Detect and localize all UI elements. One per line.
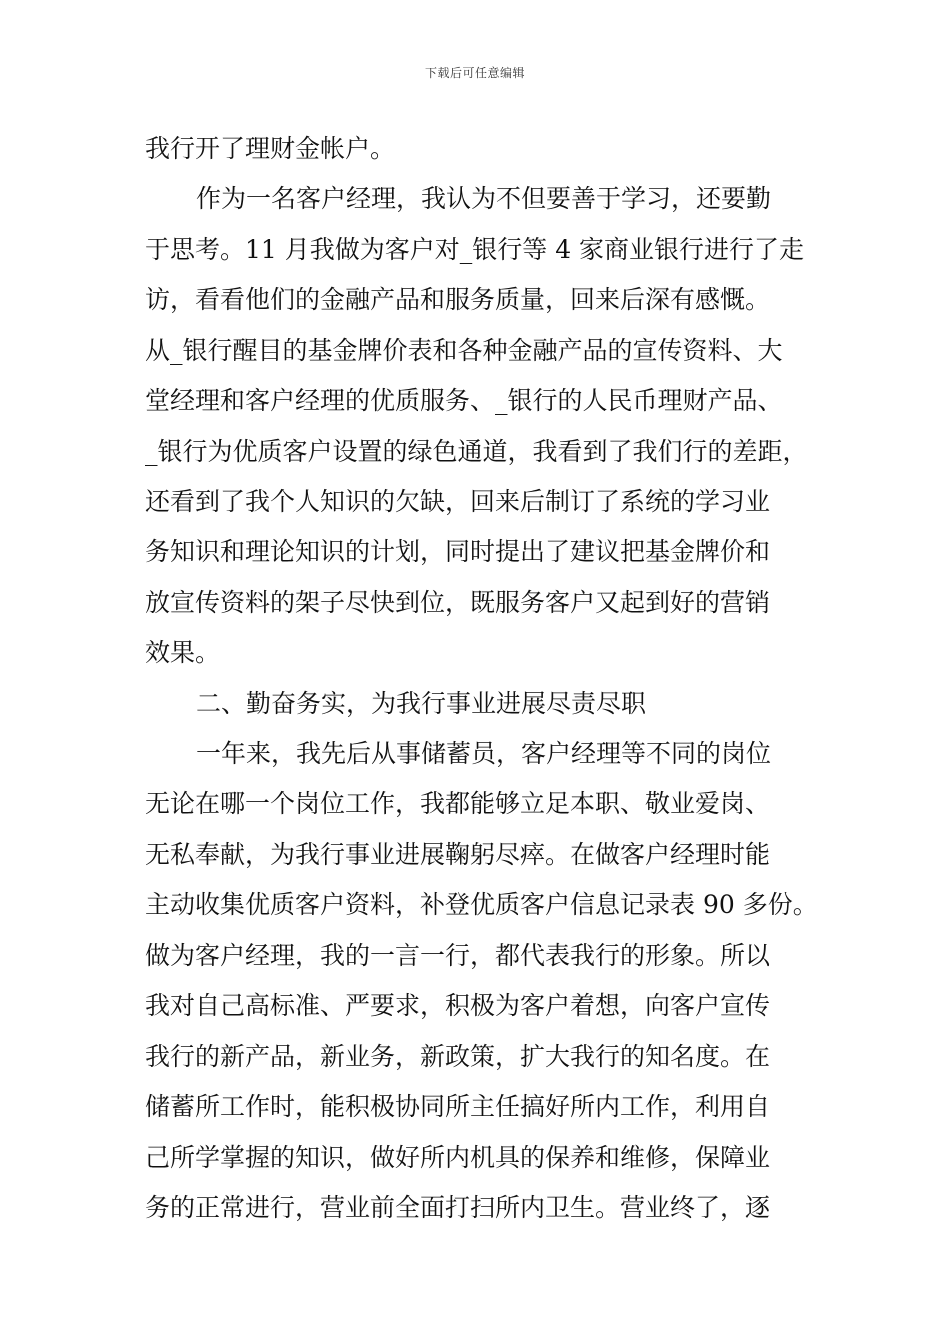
text-line: 一年来，我先后从事储蓄员，客户经理等不同的岗位 [196, 739, 772, 768]
text-line: 我对自己高标准、严要求，积极为客户着想，向客户宣传 [145, 991, 771, 1020]
text-line: _银行为优质客户设置的绿色通道，我看到了我们行的差距， [145, 437, 808, 466]
text-line: 访，看看他们的金融产品和服务质量，回来后深有感慨。 [145, 285, 771, 314]
text-line: 己所学掌握的知识，做好所内机具的保养和维修，保障业 [145, 1143, 771, 1172]
section-heading: 二、勤奋务实，为我行事业进展尽责尽职 [196, 689, 647, 718]
text-line: 我行开了理财金帐户。 [145, 134, 396, 163]
text-line: 储蓄所工作时，能积极协同所主任搞好所内工作，利用自 [145, 1092, 771, 1121]
text-line: 无论在哪一个岗位工作，我都能够立足本职、敬业爱岗、 [145, 789, 771, 818]
page-header: 下载后可任意编辑 [424, 66, 525, 80]
text-line: 作为一名客户经理，我认为不但要善于学习，还要勤 [196, 184, 772, 213]
text-line: 于思考。11 月我做为客户对_银行等 4 家商业银行进行了走 [145, 235, 805, 264]
text-line: 放宣传资料的架子尽快到位，既服务客户又起到好的营销 [145, 588, 771, 617]
text-line: 务知识和理论知识的计划，同时提出了建议把基金牌价和 [145, 537, 771, 566]
text-line: 无私奉献，为我行事业进展鞠躬尽瘁。在做客户经理时能 [145, 840, 771, 869]
text-line: 我行的新产品，新业务，新政策，扩大我行的知名度。在 [145, 1042, 771, 1071]
text-line: 主动收集优质客户资料，补登优质客户信息记录表 90 多份。 [145, 890, 818, 919]
text-line: 效果。 [145, 638, 221, 667]
text-line: 从_银行醒目的基金牌价表和各种金融产品的宣传资料、大 [145, 336, 783, 365]
text-line: 堂经理和客户经理的优质服务、_银行的人民币理财产品、 [145, 386, 783, 415]
text-line: 做为客户经理，我的一言一行，都代表我行的形象。所以 [145, 941, 771, 970]
text-line: 务的正常进行，营业前全面打扫所内卫生。营业终了，逐 [145, 1193, 771, 1222]
text-line: 还看到了我个人知识的欠缺，回来后制订了系统的学习业 [145, 487, 771, 516]
